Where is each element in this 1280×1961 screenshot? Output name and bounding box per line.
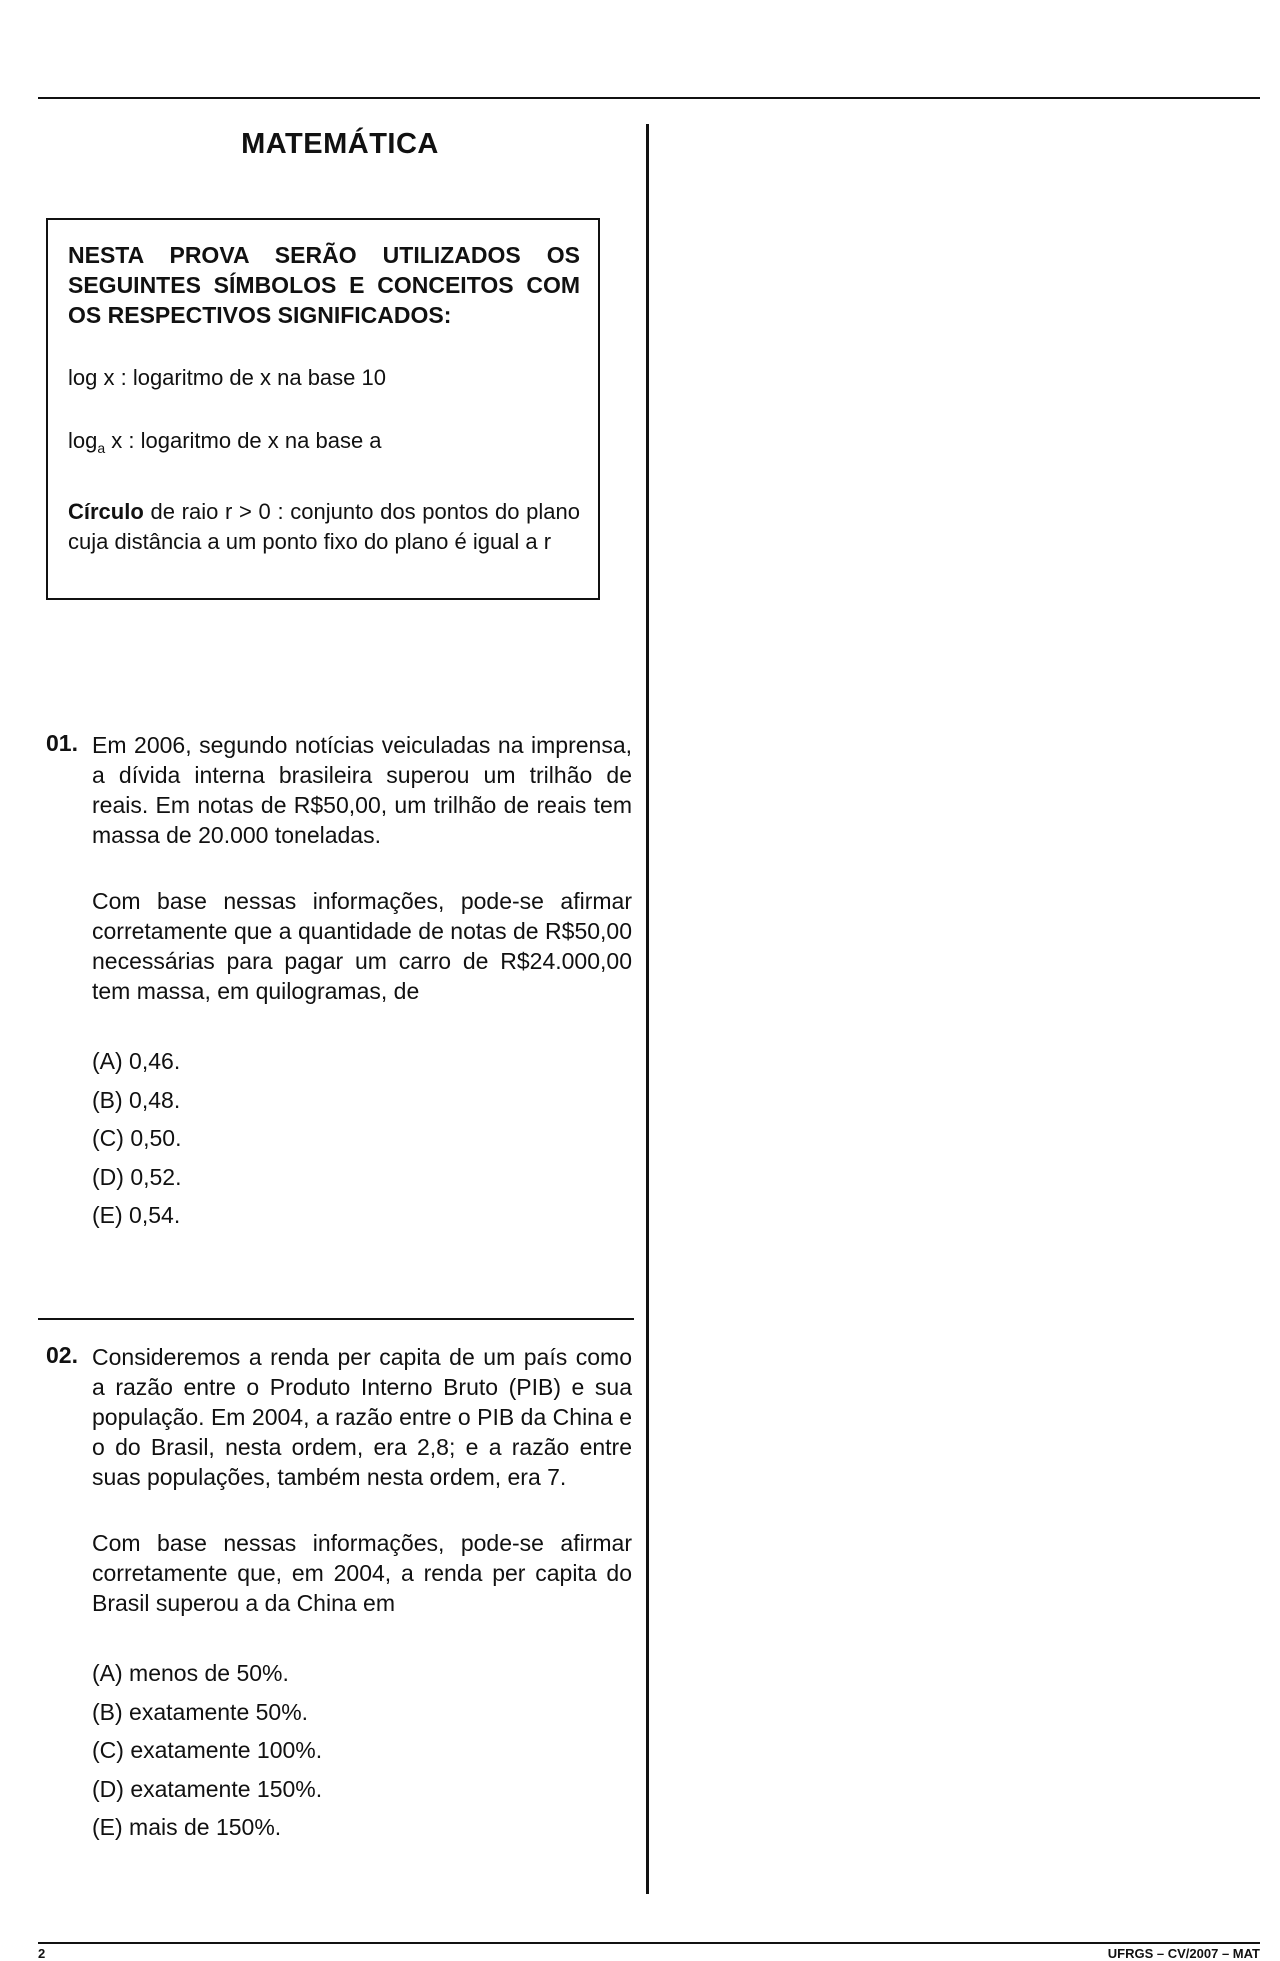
question-context: Consideremos a renda per capita de um país como a razão entre o Produto Interno Bruto (PIB) e sua população. Em 2004, a razão entre o PIB da China e o do Brasil, nesta ordem, era 2,8; e a razão entre suas populações, também nesta ordem, era 7. — [92, 1344, 632, 1490]
loga-subscript: a — [97, 440, 106, 456]
exam-code: UFRGS – CV/2007 – MAT — [1107, 1946, 1260, 1961]
symbols-definitions-box — [46, 218, 600, 600]
column-divider — [646, 124, 649, 1894]
option-d[interactable]: (D) exatamente 150%. — [92, 1775, 323, 1802]
loga-meaning: x : logaritmo de x na base a — [105, 428, 382, 453]
question-context: Em 2006, segundo notícias veiculadas na imprensa, a dívida interna brasileira superou um trilhão de reais. Em notas de R$50,00, um trilhão de reais tem massa de 20.000 toneladas. — [92, 732, 632, 848]
circle-term: Círculo — [68, 499, 144, 524]
question-number: 01. — [46, 730, 78, 756]
option-a[interactable]: (A) 0,46. — [92, 1048, 181, 1074]
option-e[interactable]: (E) mais de 150%. — [92, 1814, 282, 1840]
symbols-box-heading: NESTA PROVA SERÃO UTILIZADOS OS SEGUINTES SÍMBOLOS E CONCEITOS COM OS RESPECTIVOS SIGNIFICADOS: — [68, 242, 580, 328]
answer-options — [92, 1042, 632, 1235]
subject-title: MATEMÁTICA — [241, 128, 439, 160]
top-rule — [38, 97, 1260, 99]
option-b[interactable]: (B) 0,48. — [92, 1086, 181, 1113]
question-01 — [46, 730, 632, 1235]
definition-log — [68, 363, 580, 393]
definition-circle — [68, 497, 580, 557]
answer-options — [92, 1654, 632, 1847]
option-c[interactable]: (C) 0,50. — [92, 1125, 182, 1151]
circle-meaning: de raio r > 0 : conjunto dos pontos do plano cuja distância a um ponto fixo do plano é igual a r — [68, 499, 580, 554]
option-b[interactable]: (B) exatamente 50%. — [92, 1698, 309, 1725]
page-number: 2 — [38, 1946, 46, 1961]
option-e[interactable]: (E) 0,54. — [92, 1202, 181, 1228]
question-stem: Com base nessas informações, pode-se afirmar corretamente que, em 2004, a renda per capita do Brasil superou a da China em — [92, 1530, 632, 1616]
question-stem: Com base nessas informações, pode-se afirmar corretamente que a quantidade de notas de R$50,00 necessárias para pagar um carro de R$24.000,00 tem massa, em quilogramas, de — [92, 888, 632, 1004]
question-separator — [38, 1318, 634, 1320]
definition-log-base-a — [68, 426, 580, 463]
question-number: 02. — [46, 1342, 78, 1368]
option-d[interactable]: (D) 0,52. — [92, 1163, 182, 1190]
option-c[interactable]: (C) exatamente 100%. — [92, 1737, 323, 1763]
option-a[interactable]: (A) menos de 50%. — [92, 1660, 289, 1686]
log-symbol: log x — [68, 365, 115, 390]
question-02 — [46, 1342, 632, 1847]
log-meaning: : logaritmo de x na base 10 — [114, 365, 386, 390]
bottom-rule — [38, 1942, 1260, 1944]
loga-symbol: log — [68, 428, 98, 453]
